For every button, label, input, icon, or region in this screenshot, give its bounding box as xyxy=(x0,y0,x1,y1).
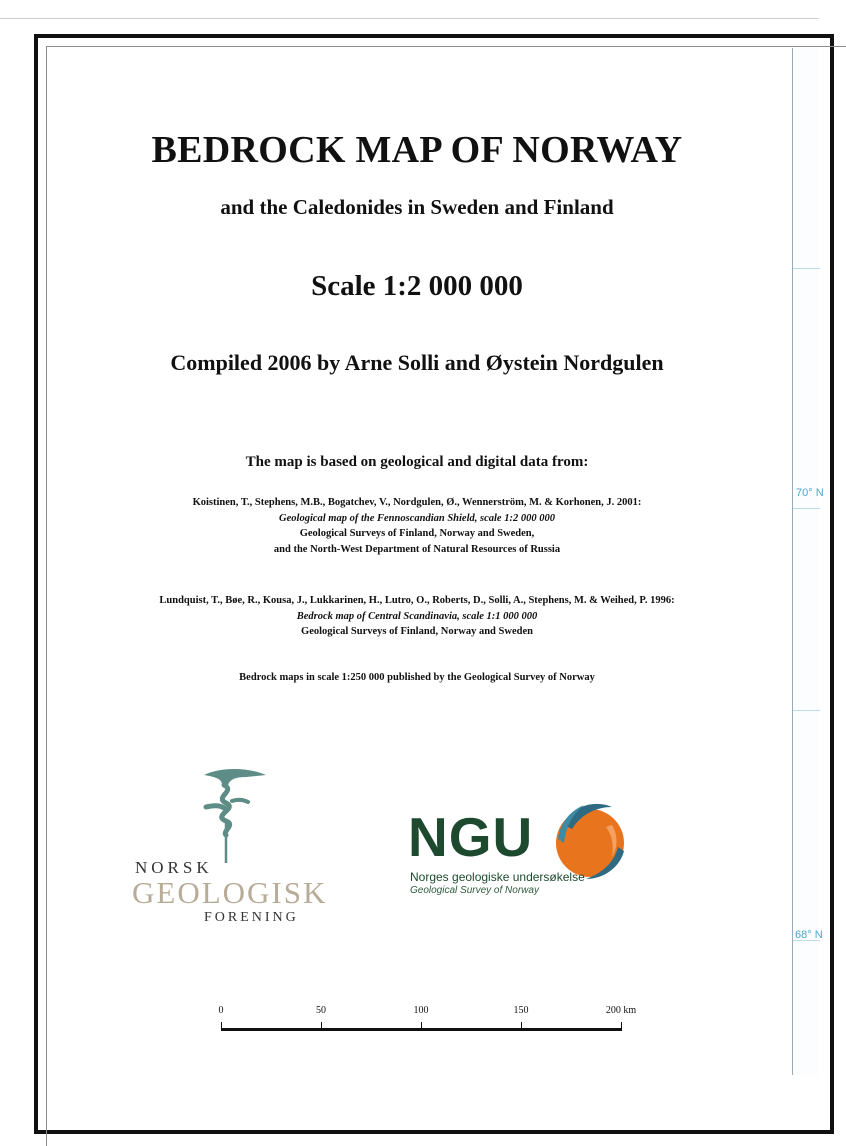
graticule-line xyxy=(793,710,820,711)
ngf-logo-geologisk: GEOLOGISK xyxy=(132,875,328,910)
reference-lundquist xyxy=(34,593,800,640)
lat-label-68: 68° N xyxy=(795,929,823,941)
reference-publisher: Geological Surveys of Finland, Norway and Sweden xyxy=(301,626,533,637)
ngu-logo-letters: NGU xyxy=(408,806,534,868)
scale-tick-label: 100 xyxy=(413,1005,429,1016)
reference-authors: Koistinen, T., Stephens, M.B., Bogatchev, V., Nordgulen, Ø., Wennerström, M. & Korhonen, J. 2001: xyxy=(192,497,642,508)
scale-bar-line xyxy=(221,1028,622,1031)
sheet-top-edge xyxy=(0,18,819,19)
sources-intro: The map is based on geological and digital data from: xyxy=(245,454,589,470)
scale-tick-label: 0 xyxy=(218,1005,224,1016)
map-subtitle: and the Caledonides in Sweden and Finland xyxy=(220,195,614,219)
scale-tick-label: 50 xyxy=(316,1005,326,1016)
map-scale: Scale 1:2 000 000 xyxy=(311,270,523,302)
reference-work: Bedrock map of Central Scandinavia, scale 1:1 000 000 xyxy=(296,610,538,622)
ngu-logo-name: Norges geologiske undersøkelse xyxy=(410,870,585,884)
scale-tick-label: 150 xyxy=(513,1005,529,1016)
ngf-logo-norsk: NORSK xyxy=(135,858,213,877)
compiled-by: Compiled 2006 by Arne Solli and Øystein Nordgulen xyxy=(170,350,664,375)
reference-publisher: Geological Surveys of Finland, Norway and Sweden, xyxy=(299,528,535,539)
ngf-logo xyxy=(120,765,350,940)
scale-bar xyxy=(215,1005,635,1045)
ngf-hammer-icon xyxy=(200,765,270,865)
bedrock-maps-note: Bedrock maps in scale 1:250 000 published by the Geological Survey of Norway xyxy=(239,672,595,683)
reference-work: Geological map of the Fennoscandian Shield, scale 1:2 000 000 xyxy=(279,512,555,524)
reference-koistinen xyxy=(34,495,800,557)
scale-tick-label: 200 km xyxy=(605,1005,637,1016)
map-title: BEDROCK MAP OF NORWAY xyxy=(151,129,683,171)
reference-authors: Lundquist, T., Bøe, R., Kousa, J., Lukkarinen, H., Lutro, O., Roberts, D., Solli, A., Stephens, M. & Weihed, P. 1996: xyxy=(159,595,675,606)
ngf-logo-forening: FORENING xyxy=(204,910,299,925)
lat-label-70: 70° N xyxy=(796,487,824,499)
reference-extra: and the North-West Department of Natural Resources of Russia xyxy=(273,543,561,555)
ngu-logo xyxy=(408,795,638,905)
graticule-line xyxy=(793,268,820,269)
ngu-logo-name-en: Geological Survey of Norway xyxy=(410,885,539,896)
